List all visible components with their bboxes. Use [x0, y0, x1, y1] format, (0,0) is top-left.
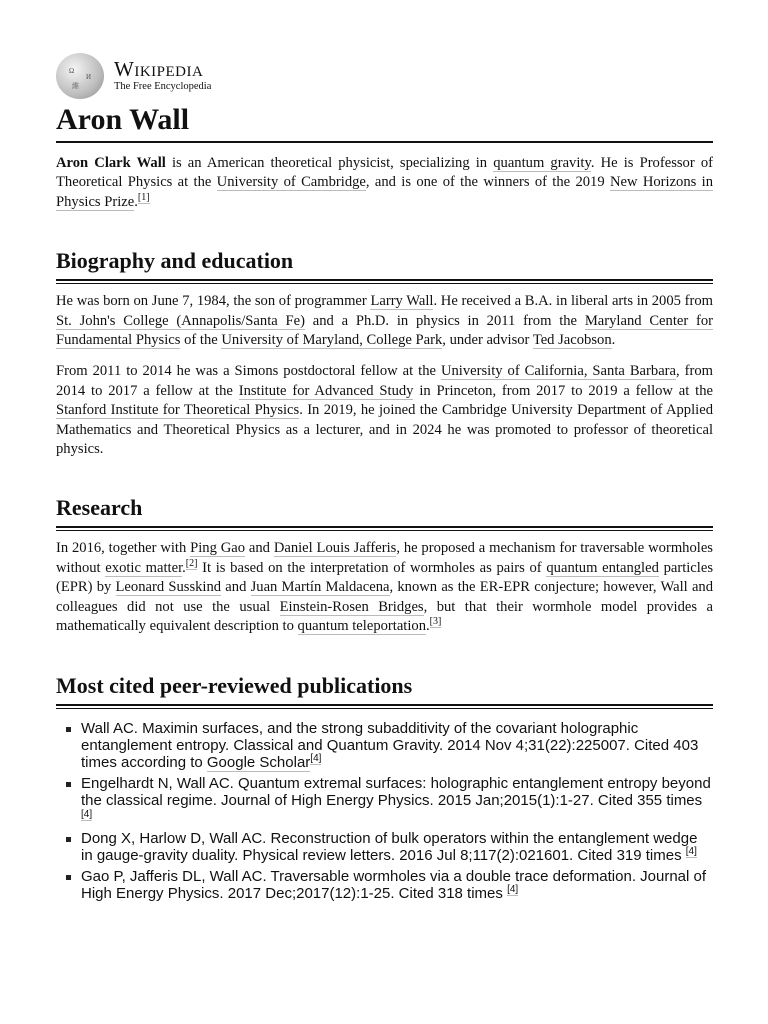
text-run: and	[221, 579, 251, 596]
wikipedia-wordmark: Wikipedia	[114, 57, 204, 82]
text-run: Gao P, Jafferis DL, Wall AC. Traversable wormholes via a double trace deformation. Journal of High Energy Physics. 2017 Dec;2017(12):1-25. Cited 318 times	[81, 867, 707, 903]
text-run: .	[426, 618, 430, 635]
wiki-link[interactable]: Ted Jacobson	[532, 332, 612, 349]
wiki-link[interactable]: University of Maryland, College Park	[221, 332, 443, 349]
text-run: , and is one of the winners of the 2019	[365, 174, 610, 191]
wiki-link[interactable]: Daniel Louis Jafferis	[273, 540, 397, 557]
text-run: particles (EPR) by	[56, 559, 713, 596]
citation-link[interactable]: [2]	[185, 558, 198, 570]
wikipedia-globe-icon: Ω И 維	[56, 53, 104, 99]
citation-link[interactable]: [4]	[685, 846, 697, 858]
text-run: in Princeton, from 2017 to 2019 a fellow at the	[413, 382, 713, 399]
page-title: Aron Wall	[56, 102, 713, 143]
publication-item	[81, 830, 713, 865]
wiki-link[interactable]: University of California, Santa Barbara	[440, 363, 677, 380]
wiki-link[interactable]: quantum teleportation	[297, 618, 427, 635]
wiki-link[interactable]: Maryland Center for Fundamental Physics	[56, 312, 714, 349]
wiki-link[interactable]: Stanford Institute for Theoretical Physics	[56, 402, 300, 419]
text-run: Wall AC. Maximin surfaces, and the strong subadditivity of the covariant holographic entanglement entropy. Classical and Quantum Gravity. 2014 Nov 4;31(22):225007. Cited 403 times according to	[81, 719, 699, 772]
wiki-link[interactable]: Institute for Advanced Study	[238, 382, 414, 399]
text-run: . He received a B.A. in liberal arts in 2005 from	[433, 293, 713, 310]
text-run: and	[245, 540, 274, 557]
text-run: and a Ph.D. in physics in 2011 from the	[304, 312, 585, 329]
wiki-link[interactable]: New Horizons in Physics Prize	[56, 174, 713, 210]
text-run: From 2011 to 2014 he was a Simons postdoctoral fellow at the	[56, 363, 441, 380]
text-run: , from 2014 to 2017 a fellow at the	[56, 363, 713, 399]
text-run: Dong X, Harlow D, Wall AC. Reconstruction of bulk operators within the entanglement wedge in gauge-gravity duality. Physical review letters. 2016 Jul 8;117(2):021601. Cited 319 times	[81, 829, 698, 865]
citation-link[interactable]: [4]	[507, 884, 519, 896]
wiki-link[interactable]: quantum entangled	[546, 559, 659, 576]
text-run: , but that their wormhole model provides a mathematically equivalent description to	[56, 598, 713, 635]
text-run: He was born on June 7, 1984, the son of programmer	[56, 293, 371, 310]
citation-link[interactable]: [4]	[81, 808, 93, 820]
wiki-link[interactable]: Leonard Susskind	[115, 579, 222, 596]
text-run: , under advisor	[442, 332, 533, 349]
text-run: It is based on the interpretation of wormholes as pairs of	[197, 559, 547, 576]
wiki-link[interactable]: Juan Martín Maldacena	[250, 579, 390, 596]
wikipedia-tagline: The Free Encyclopedia	[114, 81, 212, 93]
section-paragraph	[56, 362, 713, 459]
publication-list	[56, 720, 713, 903]
publication-item	[81, 868, 713, 903]
section-paragraph	[56, 292, 713, 350]
section-paragraph	[56, 539, 713, 636]
text-run: In 2016, together with	[56, 540, 191, 557]
citation-link[interactable]: [3]	[429, 616, 442, 628]
text-run: Engelhardt N, Wall AC. Quantum extremal surfaces: holographic entanglement entropy beyond the classical regime. Journal of High Energy Physics. 2015 Jan;2015(1):1-27. Cited 355 times	[81, 774, 711, 810]
text-run: , known as the ER-EPR conjecture; however, Wall and colleagues did not use the usual	[56, 579, 714, 615]
wikipedia-logo[interactable]	[56, 52, 713, 100]
wiki-link[interactable]: St. John's College (Annapolis/Santa Fe)	[56, 312, 305, 329]
publication-item	[81, 720, 713, 772]
text-run: of the	[180, 332, 222, 349]
article	[56, 52, 713, 906]
wiki-link[interactable]: Larry Wall	[370, 293, 434, 310]
text-run: , he proposed a mechanism for traversable wormholes without	[56, 540, 713, 576]
wiki-link[interactable]: Google Scholar	[206, 754, 311, 772]
wiki-link[interactable]: Ping Gao	[190, 540, 246, 557]
wiki-link[interactable]: University of Cambridge	[216, 174, 366, 191]
publication-item	[81, 775, 713, 827]
intro-paragraph	[56, 154, 713, 212]
citation-link[interactable]: [1]	[137, 191, 150, 203]
text-run: is an American theoretical physicist, specializing in	[165, 155, 494, 171]
section-heading: Most cited peer-reviewed publications	[56, 671, 713, 706]
wiki-link[interactable]: exotic matter	[105, 559, 183, 576]
text-run: .	[134, 193, 138, 210]
section-heading: Research	[56, 493, 713, 528]
text-run: . In 2019, he joined the Cambridge University Department of Applied Mathematics and Theoretical Physics as a lecturer, and in 2024 he was promoted to professor of theoretical physics.	[56, 402, 713, 458]
text-run: .	[611, 332, 616, 349]
citation-link[interactable]: [4]	[310, 753, 322, 765]
text-run: . He is Professor of Theoretical Physics at the	[56, 155, 713, 191]
text-run: .	[182, 559, 186, 576]
section-heading: Biography and education	[56, 246, 713, 281]
wiki-link[interactable]: Einstein-Rosen Bridges	[279, 598, 424, 615]
subject-name: Aron Clark Wall	[56, 155, 166, 171]
wiki-link[interactable]: quantum gravity	[493, 155, 591, 171]
